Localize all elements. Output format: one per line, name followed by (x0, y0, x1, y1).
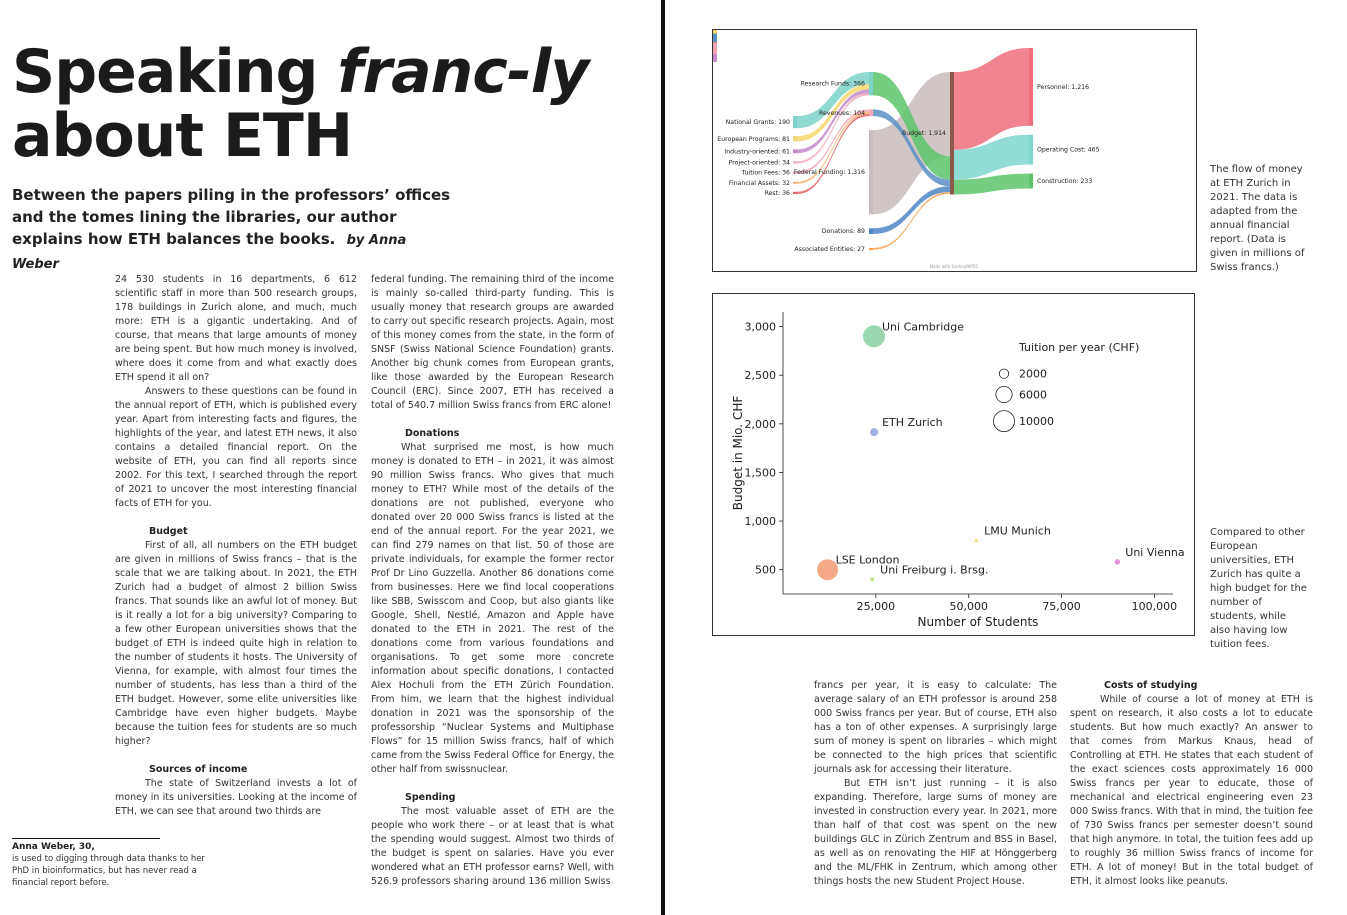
article-subtitle (12, 184, 452, 276)
x-tick-label: 75,000 (1042, 600, 1081, 613)
paragraph: The most valuable asset of ETH are the people who work there – or at least that is what the spending would suggest. Almost two thirds of the budget is spent on salaries. Have you ever wondered what an ETH professor earns? Well, with 526.9 professors sharing around 136 million Swiss (371, 806, 614, 887)
text-column-4 (1070, 679, 1313, 889)
paragraph: Answers to these questions can be found in the annual report of ETH, which is published every year. Apart from interesting facts and figures, the highlights of the year, and latest ETH news, it also contains a detailed financial report. On the website of ETH, you can find all reports since 2002. For this text, I searched through the report of 2021 to uncover the most interesting financial facts of ETH for you. (115, 386, 357, 509)
sankey-node-project-oriented-34 (793, 161, 797, 163)
scatter-chart (713, 294, 1194, 635)
scatter-figure (712, 293, 1195, 636)
section-heading: Spending (405, 792, 456, 803)
y-tick-label: 2,500 (744, 369, 776, 383)
x-tick-label: 25,000 (856, 600, 896, 613)
sankey-node-financial-assets-32 (793, 182, 797, 184)
size-legend-marker (996, 386, 1012, 402)
size-legend-label: 10000 (1019, 415, 1054, 429)
section-heading: Sources of income (149, 764, 248, 775)
section-heading: Donations (405, 428, 460, 439)
article-title (12, 37, 589, 171)
title-line2: about ETH (12, 101, 353, 171)
scatter-point-uni-freiburg-i-brsg (870, 577, 874, 581)
text-column-1 (115, 273, 357, 819)
sankey-node-donations-89 (869, 228, 873, 234)
sankey-node-rest-36 (793, 192, 797, 194)
page-gutter (661, 0, 665, 915)
sankey-label-financial-assets-32: Financial Assets: 32 (728, 179, 790, 187)
sankey-credit: Made with SankeyMATIC (929, 264, 979, 269)
sankey-node-revenues-104 (869, 109, 873, 116)
size-legend-title: Tuition per year (CHF) (1019, 341, 1140, 354)
y-tick-label: 1,000 (744, 515, 776, 529)
paragraph: francs per year, it is easy to calculate: The average salary of an ETH professor is around 258 000 Swiss francs per year. But of course, ETH also has a ton of other expenses. A surprisingly large sum of money is spent on libraries – which might be connected to the high prices that scientific journals ask for accessing their literature. (814, 680, 1057, 775)
sankey-label-rest-36: Rest: 36 (764, 189, 790, 197)
title-italic: franc-ly (337, 37, 589, 107)
sankey-caption: The flow of money at ETH Zurich in 2021. The data is adapted from the annual financial report. (Data is given in millions of Swiss francs.) (1210, 164, 1305, 273)
scatter-caption: Compared to other European universities, ETH Zurich has quite a high budget for the number of students, while also having low tuition fees. (1210, 527, 1307, 650)
y-tick-label: 2,000 (744, 417, 776, 431)
x-tick-label: 100,000 (1131, 600, 1178, 613)
scatter-label-lse-london: LSE London (835, 553, 900, 567)
text-column-2 (371, 273, 614, 889)
sankey-node-national-grants-190 (793, 116, 797, 128)
sankey-node-federal-funding-1-316 (869, 130, 873, 214)
text-column-3 (814, 679, 1057, 889)
size-legend-label: 6000 (1019, 388, 1047, 402)
sankey-node-construction-233 (1029, 174, 1033, 189)
scatter-point-lmu-munich (974, 539, 978, 543)
title-normal: Speaking (12, 37, 338, 107)
sankey-node-research-funds-366 (869, 72, 873, 95)
sankey-label-national-grants-190: National Grants: 190 (725, 119, 790, 127)
section-heading: Costs of studying (1104, 680, 1198, 691)
sankey-node-budget-1-914 (950, 72, 954, 194)
sankey-label-federal-funding-1-316: Federal Funding: 1,316 (793, 169, 865, 177)
byline: by Anna Weber (12, 233, 407, 272)
sankey-label-construction-233: Construction: 233 (1037, 178, 1093, 186)
sankey-label-operating-cost-465: Operating Cost: 465 (1037, 146, 1100, 154)
sankey-label-project-oriented-34: Project-oriented: 34 (728, 159, 790, 167)
sankey-label-budget-1-914: Budget: 1,914 (901, 130, 946, 138)
x-axis-label: Number of Students (917, 615, 1039, 629)
scatter-label-eth-zurich: ETH Zurich (882, 416, 943, 430)
subtitle-text: Between the papers piling in the professors’ offices and the tomes lining the libraries, our author explains how ETH balances the books. (12, 186, 451, 248)
sankey-node-personnel-1-216 (1029, 48, 1033, 126)
sankey-link-personnel-1-216 (954, 48, 1029, 150)
size-legend-label: 2000 (1019, 367, 1047, 381)
sankey-figure (712, 29, 1197, 272)
sankey-label-personnel-1-216: Personnel: 1,216 (1037, 83, 1090, 91)
sankey-label-associated-entities-27: Associated Entities: 27 (794, 246, 865, 253)
sankey-label-european-programs-81: European Programs: 81 (717, 135, 790, 143)
size-legend-marker (999, 369, 1008, 378)
y-tick-label: 1,500 (744, 466, 776, 480)
paragraph: What surprised me most, is how much money is donated to ETH – in 2021, it was almost 90 million Swiss francs. Who gives that much money to ETH? While most of the details of the donations are not published, everyone who donated over 20 000 Swiss francs is listed at the end of the annual report. For the year 2021, we can find 279 names on that list. 50 of those are private individuals, for example the former rector Prof Dr Lino Guzzella. Another 86 donations come from businesses. Here we find local cooperations like SBB, Swisscom and Coop, but also giants like Google, Shell, Nestlé, Amazon and Apple have donated to the ETH in 2021. The rest of the donations come from various foundations and organisations. To get some more concrete information about specific donations, I contacted Alex Hochuli from the ETH Zürich Foundation. From him, we learn that the highest individual donation in 2021 was the sponsorship of the professorship “Nuclear Systems and Multiphase Flows” for 15 million Swiss francs, half of which came from the Swiss Federal Office for Energy, the other half from swissnuclear. (371, 442, 614, 775)
author-name: Anna Weber, 30, (12, 842, 95, 852)
sankey-node-other-expenses-57 (713, 30, 717, 34)
paragraph: First of all, all numbers on the ETH budget are given in millions of Swiss francs – that is the scale that we are talking about. In 2021, the ETH Zurich had a budget of almost 2 billion Swiss francs. That sounds like an awful lot of money. But is it really a lot for a big university? Comparing to a few other European universities shows that the budget of ETH is indeed quite high in relation to the number of students it hosts. The University of Vienna, for example, with almost four times the number of students, has less than a third of the ETH budget. However, some elite universities like Cambridge have even higher budgets. Maybe because the tuition fees for students are so much higher? (115, 540, 357, 747)
paragraph: 24 530 students in 16 departments, 6 612 scientific staff in more than 500 research groups, 178 buildings in Zurich alone, and much, much more: ETH is a gigantic undertaking. And of course, that means that large amounts of money are being spent. But how much money is involved, where does it come from and what exactly does ETH spend it all on? (115, 274, 357, 383)
paragraph: The state of Switzerland invests a lot of money in its universities. Looking at the income of ETH, we can see that around two thirds are (115, 778, 357, 817)
section-heading: Budget (149, 526, 188, 537)
y-tick-label: 3,000 (744, 320, 776, 334)
sankey-node-european-programs-81 (793, 136, 797, 141)
author-bio: is used to digging through data thanks to her PhD in bioinformatics, but has never read a financial report before. (12, 854, 205, 888)
sankey-label-tuition-fees-36: Tuition Fees: 36 (741, 169, 790, 177)
sankey-label-research-funds-366: Research Funds: 366 (800, 80, 865, 88)
scatter-point-eth-zurich (870, 428, 878, 436)
sankey-label-industry-oriented-61: Industry-oriented: 61 (724, 148, 790, 156)
paragraph: While of course a lot of money at ETH is spent on research, it also costs a lot to educate students. But how much exactly? An answer to that comes from Markus Knaus, head of Controlling at ETH. He states that each student of the exact sciences costs approximately 16 000 Swiss francs per year to educate, those of mechanical and electrical engineering even 23 000 Swiss francs. With that in mind, the tuition fee of 730 Swiss francs per semester doesn’t sound that high anymore. In total, the tuition fees add up to roughly 36 million Swiss francs of income for ETH. A lot of money! But in the total budget of ETH, it almost looks like peanuts. (1070, 694, 1313, 887)
sankey-label-donations-89: Donations: 89 (821, 228, 865, 236)
author-rule (12, 838, 160, 839)
sankey-chart (713, 30, 1196, 271)
scatter-label-uni-vienna: Uni Vienna (1125, 545, 1185, 559)
scatter-label-lmu-munich: LMU Munich (984, 524, 1051, 538)
sankey-node-associated-entities-27 (869, 248, 873, 250)
sankey-node-operating-cost-465 (1029, 135, 1033, 165)
y-axis-label: Budget in Mio. CHF (731, 395, 745, 511)
scatter-label-uni-freiburg-i-brsg: Uni Freiburg i. Brsg. (880, 563, 989, 577)
paragraph: federal funding. The remaining third of the income is mainly so-called third-party funding. This is usually money that research groups are awarded to carry out specific research projects. Again, most of this money comes from the state, in the form of SNSF (Swiss National Science Foundation) grants. Another big chunk comes from European grants, like those awarded by the European Research Council (ERC). Since 2007, ETH has received a total of 540.7 million Swiss francs from ERC alone! (371, 274, 614, 411)
sankey-label-revenues-104: Revenues: 104 (818, 109, 865, 117)
y-tick-label: 500 (755, 563, 776, 577)
paragraph: But ETH isn’t just running – it is also expanding. Therefore, large sums of money are invested in construction every year. In 2021, more than half of that cost was spent on the new buildings GLC in Zürich Zentrum and BSS in Basel, as well as on renovating the HIF at Hönggerberg and the ML/FHK in Zentrum, which among other things hosts the new Student Project House. (814, 778, 1057, 887)
scatter-label-uni-cambridge: Uni Cambridge (882, 320, 965, 334)
size-legend-marker (994, 411, 1015, 432)
sankey-node-industry-oriented-61 (793, 149, 797, 153)
scatter-point-uni-vienna (1115, 559, 1121, 565)
x-tick-label: 50,000 (949, 600, 988, 613)
